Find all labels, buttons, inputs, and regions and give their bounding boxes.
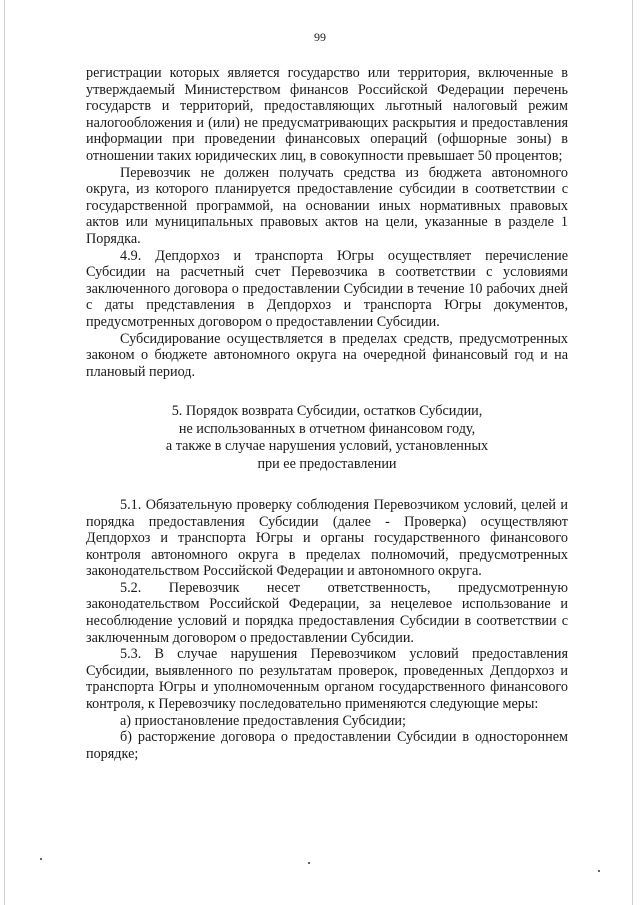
- section-title-line: при ее предоставлении: [257, 455, 397, 472]
- scan-edge-left: [4, 0, 5, 905]
- page-number: 99: [314, 30, 326, 44]
- paragraph: 5.3. В случае нарушения Перевозчиком условий предоставления Субсидии, выявленного по результатам проверок, проведенных Депдорхоз и транспорта Югры и уполномоченным органом государственного финансового контроля, к Перевозчику последовательно применяются следующие меры:: [86, 646, 568, 713]
- scan-speck: [308, 862, 310, 864]
- paragraph: а) приостановление предоставления Субсидии;: [120, 712, 406, 729]
- section-title: [86, 403, 568, 473]
- paragraph: 5.1. Обязательную проверку соблюдения Перевозчиком условий, целей и порядка предоставления Субсидии (далее - Проверка) осуществляют Депдорхоз и транспорта Югры и органы государственного финансового контроля автономного округа в пределах полномочий, предусмотренных законодательством Российской Федерации и автономного округа.: [86, 496, 568, 580]
- scan-edge-right: [632, 0, 633, 905]
- scan-speck: [40, 858, 42, 860]
- section-title-line: 5. Порядок возврата Субсидии, остатков Субсидии,: [171, 403, 483, 420]
- paragraph: 4.9. Депдорхоз и транспорта Югры осуществляет перечисление Субсидии на расчетный счет Перевозчика в соответствии с условиями заключенного договора о предоставлении Субсидии в течение 10 рабочих дней с даты представления в Депдорхоз и транспорта Югры документов, предусмотренных договором о предоставлении Субсидии.: [86, 247, 568, 330]
- paragraph: б) расторжение договора о предоставлении Субсидии в одностороннем порядке;: [86, 729, 568, 762]
- document-body: [86, 65, 568, 762]
- paragraph: 5.2. Перевозчик несет ответственность, предусмотренную законодательством Российской Федерации, за нецелевое использование и несоблюдение условий и порядка предоставления Субсидии в соответствии с заключенным договором о предоставлении Субсидии.: [86, 579, 568, 646]
- paragraph: Субсидирование осуществляется в пределах средств, предусмотренных законом о бюджете автономного округа на очередной финансовый год и на плановый период.: [86, 330, 568, 380]
- paragraph: Перевозчик не должен получать средства из бюджета автономного округа, из которого планируется предоставление субсидии в соответствии с государственной программой, на основании иных нормативных правовых актов или муниципальных правовых актов на цели, указанные в разделе 1 Порядка.: [86, 164, 568, 247]
- section-title-line: не использованных в отчетном финансовом году,: [178, 420, 476, 437]
- paragraph: регистрации которых является государство или территория, включенные в утверждаемый Министерством финансов Российской Федерации перечень государств и территорий, предоставляющих льготный налоговый режим налогообложения и (или) не предусматривающих раскрытия и предоставления информации при проведении финансовых операций (офшорные зоны) в отношении таких юридических лиц, в совокупности превышает 50 процентов;: [86, 65, 568, 164]
- scan-speck: [598, 870, 600, 872]
- section-title-line: а также в случае нарушения условий, установленных: [165, 438, 489, 455]
